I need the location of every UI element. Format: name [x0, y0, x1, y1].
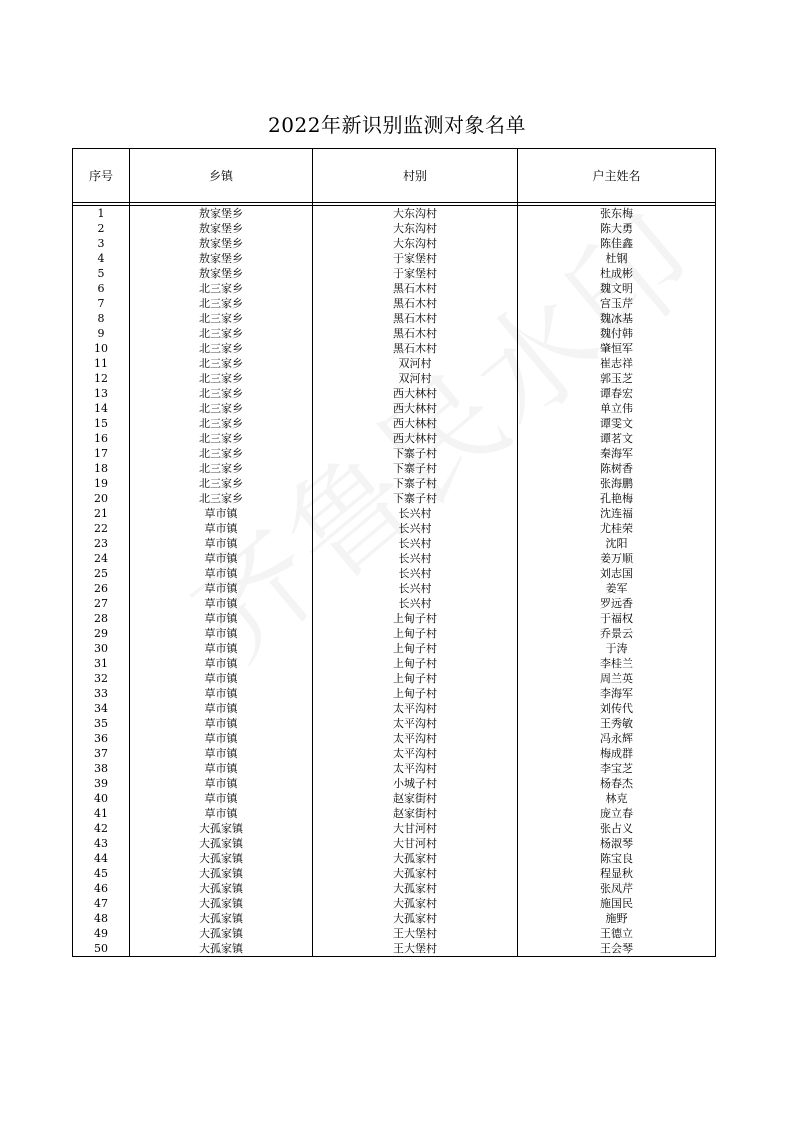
cell-serial: 38: [73, 761, 130, 776]
cell-village: 于家堡村: [313, 266, 518, 281]
table-row: [73, 926, 716, 941]
cell-serial: 39: [73, 776, 130, 791]
cell-serial: 41: [73, 806, 130, 821]
cell-serial: 34: [73, 701, 130, 716]
cell-serial: 33: [73, 686, 130, 701]
cell-village: 双河村: [313, 371, 518, 386]
table-row: [73, 326, 716, 341]
cell-village: 小城子村: [313, 776, 518, 791]
cell-village: 西大林村: [313, 416, 518, 431]
cell-serial: 27: [73, 596, 130, 611]
cell-village: 太平沟村: [313, 701, 518, 716]
cell-householder: 谭春宏: [518, 386, 716, 401]
cell-village: 长兴村: [313, 581, 518, 596]
cell-householder: 魏冰基: [518, 311, 716, 326]
table-body: [73, 206, 716, 957]
cell-serial: 30: [73, 641, 130, 656]
cell-township: 草市镇: [130, 701, 313, 716]
cell-village: 黑石木村: [313, 296, 518, 311]
table-row: [73, 431, 716, 446]
cell-serial: 23: [73, 536, 130, 551]
cell-serial: 16: [73, 431, 130, 446]
cell-serial: 22: [73, 521, 130, 536]
cell-village: 大孤家村: [313, 896, 518, 911]
cell-township: 草市镇: [130, 731, 313, 746]
table-row: [73, 581, 716, 596]
cell-village: 黑石木村: [313, 326, 518, 341]
table-row: [73, 701, 716, 716]
cell-township: 草市镇: [130, 791, 313, 806]
table-row: [73, 761, 716, 776]
cell-serial: 36: [73, 731, 130, 746]
cell-village: 上甸子村: [313, 656, 518, 671]
cell-village: 王大堡村: [313, 926, 518, 941]
cell-householder: 杜钢: [518, 251, 716, 266]
cell-householder: 谭茗文: [518, 431, 716, 446]
cell-village: 黑石木村: [313, 341, 518, 356]
cell-serial: 24: [73, 551, 130, 566]
cell-township: 北三家乡: [130, 386, 313, 401]
table-row: [73, 566, 716, 581]
table-row: [73, 386, 716, 401]
table-row: [73, 731, 716, 746]
cell-serial: 14: [73, 401, 130, 416]
cell-township: 大孤家镇: [130, 941, 313, 957]
table-row: [73, 461, 716, 476]
cell-village: 下寨子村: [313, 461, 518, 476]
cell-township: 草市镇: [130, 596, 313, 611]
cell-village: 太平沟村: [313, 731, 518, 746]
table-row: [73, 536, 716, 551]
cell-township: 北三家乡: [130, 491, 313, 506]
cell-village: 上甸子村: [313, 611, 518, 626]
cell-householder: 梅成群: [518, 746, 716, 761]
table-row: [73, 476, 716, 491]
cell-householder: 谭雯文: [518, 416, 716, 431]
table-row: [73, 401, 716, 416]
cell-serial: 46: [73, 881, 130, 896]
cell-township: 草市镇: [130, 581, 313, 596]
cell-village: 大孤家村: [313, 881, 518, 896]
table-row: [73, 521, 716, 536]
cell-township: 北三家乡: [130, 446, 313, 461]
cell-householder: 张东梅: [518, 206, 716, 222]
cell-householder: 宫玉芹: [518, 296, 716, 311]
cell-village: 赵家街村: [313, 791, 518, 806]
cell-householder: 施国民: [518, 896, 716, 911]
cell-serial: 8: [73, 311, 130, 326]
cell-householder: 王德立: [518, 926, 716, 941]
cell-village: 长兴村: [313, 536, 518, 551]
cell-village: 大甘河村: [313, 836, 518, 851]
cell-serial: 3: [73, 236, 130, 251]
cell-village: 下寨子村: [313, 446, 518, 461]
cell-township: 北三家乡: [130, 326, 313, 341]
column-header-village: 村别: [313, 149, 518, 203]
table-header-row: [73, 149, 716, 203]
cell-township: 北三家乡: [130, 281, 313, 296]
cell-village: 太平沟村: [313, 746, 518, 761]
cell-serial: 45: [73, 866, 130, 881]
cell-householder: 姜万顺: [518, 551, 716, 566]
cell-township: 大孤家镇: [130, 836, 313, 851]
cell-village: 太平沟村: [313, 761, 518, 776]
table-row: [73, 551, 716, 566]
cell-serial: 50: [73, 941, 130, 957]
cell-householder: 程显秋: [518, 866, 716, 881]
table-row: [73, 356, 716, 371]
table-row: [73, 236, 716, 251]
cell-township: 敖家堡乡: [130, 206, 313, 222]
cell-householder: 乔景云: [518, 626, 716, 641]
table-row: [73, 596, 716, 611]
cell-householder: 郭玉芝: [518, 371, 716, 386]
table-row: [73, 206, 716, 222]
cell-householder: 陈树香: [518, 461, 716, 476]
cell-village: 西大林村: [313, 401, 518, 416]
table-row: [73, 626, 716, 641]
cell-township: 大孤家镇: [130, 851, 313, 866]
cell-serial: 25: [73, 566, 130, 581]
cell-householder: 单立伟: [518, 401, 716, 416]
cell-householder: 陈宝良: [518, 851, 716, 866]
cell-householder: 于福权: [518, 611, 716, 626]
cell-village: 长兴村: [313, 521, 518, 536]
cell-householder: 魏文明: [518, 281, 716, 296]
cell-serial: 40: [73, 791, 130, 806]
cell-village: 西大林村: [313, 431, 518, 446]
cell-householder: 周兰英: [518, 671, 716, 686]
cell-township: 敖家堡乡: [130, 266, 313, 281]
cell-township: 大孤家镇: [130, 911, 313, 926]
cell-serial: 11: [73, 356, 130, 371]
table-row: [73, 776, 716, 791]
cell-serial: 9: [73, 326, 130, 341]
cell-village: 上甸子村: [313, 671, 518, 686]
cell-village: 下寨子村: [313, 476, 518, 491]
cell-serial: 15: [73, 416, 130, 431]
table-row: [73, 881, 716, 896]
table-row: [73, 506, 716, 521]
cell-householder: 杨春杰: [518, 776, 716, 791]
cell-householder: 魏付韩: [518, 326, 716, 341]
cell-householder: 张凤芹: [518, 881, 716, 896]
monitoring-roster-table: [72, 148, 716, 957]
cell-householder: 施野: [518, 911, 716, 926]
cell-serial: 6: [73, 281, 130, 296]
cell-township: 北三家乡: [130, 401, 313, 416]
cell-householder: 王秀敏: [518, 716, 716, 731]
cell-township: 北三家乡: [130, 371, 313, 386]
cell-village: 长兴村: [313, 596, 518, 611]
table-row: [73, 251, 716, 266]
cell-householder: 姜军: [518, 581, 716, 596]
cell-serial: 7: [73, 296, 130, 311]
cell-village: 西大林村: [313, 386, 518, 401]
cell-serial: 10: [73, 341, 130, 356]
cell-serial: 32: [73, 671, 130, 686]
cell-township: 北三家乡: [130, 431, 313, 446]
cell-village: 大甘河村: [313, 821, 518, 836]
cell-serial: 28: [73, 611, 130, 626]
table-row: [73, 686, 716, 701]
cell-householder: 秦海军: [518, 446, 716, 461]
cell-township: 敖家堡乡: [130, 236, 313, 251]
column-header-serial: 序号: [73, 149, 130, 203]
cell-township: 草市镇: [130, 641, 313, 656]
cell-township: 大孤家镇: [130, 866, 313, 881]
cell-householder: 刘传代: [518, 701, 716, 716]
cell-township: 大孤家镇: [130, 896, 313, 911]
cell-serial: 21: [73, 506, 130, 521]
table-row: [73, 821, 716, 836]
cell-serial: 18: [73, 461, 130, 476]
cell-village: 上甸子村: [313, 626, 518, 641]
cell-serial: 13: [73, 386, 130, 401]
table-row: [73, 296, 716, 311]
page-title: 2022年新识别监测对象名单: [268, 113, 526, 137]
table-row: [73, 671, 716, 686]
table-row: [73, 341, 716, 356]
table-row: [73, 281, 716, 296]
cell-serial: 12: [73, 371, 130, 386]
column-header-householder: 户主姓名: [518, 149, 716, 203]
table-row: [73, 896, 716, 911]
cell-village: 太平沟村: [313, 716, 518, 731]
cell-village: 黑石木村: [313, 281, 518, 296]
cell-householder: 林克: [518, 791, 716, 806]
cell-township: 草市镇: [130, 626, 313, 641]
table-row: [73, 746, 716, 761]
cell-township: 北三家乡: [130, 461, 313, 476]
cell-serial: 47: [73, 896, 130, 911]
cell-serial: 26: [73, 581, 130, 596]
cell-householder: 李桂兰: [518, 656, 716, 671]
table-row: [73, 806, 716, 821]
cell-serial: 48: [73, 911, 130, 926]
cell-township: 敖家堡乡: [130, 251, 313, 266]
cell-householder: 刘志国: [518, 566, 716, 581]
table-row: [73, 371, 716, 386]
cell-township: 草市镇: [130, 521, 313, 536]
cell-village: 大东沟村: [313, 221, 518, 236]
cell-township: 草市镇: [130, 686, 313, 701]
cell-householder: 冯永辉: [518, 731, 716, 746]
cell-village: 大东沟村: [313, 206, 518, 222]
cell-village: 长兴村: [313, 506, 518, 521]
table-row: [73, 911, 716, 926]
cell-householder: 张海鹏: [518, 476, 716, 491]
table-row: [73, 416, 716, 431]
cell-township: 大孤家镇: [130, 821, 313, 836]
table-row: [73, 836, 716, 851]
table-row: [73, 641, 716, 656]
cell-serial: 20: [73, 491, 130, 506]
cell-serial: 43: [73, 836, 130, 851]
cell-township: 大孤家镇: [130, 881, 313, 896]
cell-serial: 29: [73, 626, 130, 641]
cell-village: 赵家街村: [313, 806, 518, 821]
cell-householder: 于涛: [518, 641, 716, 656]
table-row: [73, 266, 716, 281]
cell-village: 上甸子村: [313, 686, 518, 701]
table-row: [73, 656, 716, 671]
cell-serial: 42: [73, 821, 130, 836]
cell-township: 草市镇: [130, 671, 313, 686]
cell-householder: 陈佳鑫: [518, 236, 716, 251]
cell-township: 北三家乡: [130, 311, 313, 326]
cell-township: 草市镇: [130, 536, 313, 551]
cell-village: 王大堡村: [313, 941, 518, 957]
cell-serial: 35: [73, 716, 130, 731]
table-row: [73, 791, 716, 806]
cell-serial: 49: [73, 926, 130, 941]
cell-householder: 李宝芝: [518, 761, 716, 776]
cell-township: 草市镇: [130, 611, 313, 626]
cell-householder: 张占义: [518, 821, 716, 836]
cell-village: 大东沟村: [313, 236, 518, 251]
table-row: [73, 311, 716, 326]
cell-serial: 17: [73, 446, 130, 461]
cell-village: 长兴村: [313, 566, 518, 581]
cell-householder: 李海军: [518, 686, 716, 701]
cell-householder: 罗远香: [518, 596, 716, 611]
cell-village: 下寨子村: [313, 491, 518, 506]
cell-township: 北三家乡: [130, 356, 313, 371]
table-row: [73, 221, 716, 236]
table-row: [73, 716, 716, 731]
cell-township: 北三家乡: [130, 416, 313, 431]
cell-householder: 尤桂荣: [518, 521, 716, 536]
cell-village: 双河村: [313, 356, 518, 371]
cell-householder: 王会琴: [518, 941, 716, 957]
cell-householder: 杜成彬: [518, 266, 716, 281]
cell-village: 于家堡村: [313, 251, 518, 266]
cell-householder: 杨淑琴: [518, 836, 716, 851]
cell-township: 草市镇: [130, 506, 313, 521]
cell-village: 大孤家村: [313, 851, 518, 866]
table-row: [73, 851, 716, 866]
cell-householder: 孔艳梅: [518, 491, 716, 506]
cell-township: 草市镇: [130, 746, 313, 761]
cell-township: 大孤家镇: [130, 926, 313, 941]
cell-householder: 陈大勇: [518, 221, 716, 236]
cell-township: 北三家乡: [130, 296, 313, 311]
cell-village: 大孤家村: [313, 911, 518, 926]
table-row: [73, 866, 716, 881]
cell-serial: 4: [73, 251, 130, 266]
cell-township: 敖家堡乡: [130, 221, 313, 236]
cell-township: 草市镇: [130, 656, 313, 671]
cell-township: 草市镇: [130, 551, 313, 566]
cell-householder: 沈连福: [518, 506, 716, 521]
cell-householder: 肇恒军: [518, 341, 716, 356]
cell-township: 草市镇: [130, 566, 313, 581]
cell-householder: 沈阳: [518, 536, 716, 551]
cell-serial: 19: [73, 476, 130, 491]
cell-township: 北三家乡: [130, 341, 313, 356]
cell-village: 黑石木村: [313, 311, 518, 326]
cell-township: 草市镇: [130, 761, 313, 776]
table-row: [73, 446, 716, 461]
cell-township: 草市镇: [130, 806, 313, 821]
cell-village: 上甸子村: [313, 641, 518, 656]
cell-serial: 2: [73, 221, 130, 236]
cell-serial: 1: [73, 206, 130, 222]
table-row: [73, 491, 716, 506]
cell-serial: 37: [73, 746, 130, 761]
cell-serial: 44: [73, 851, 130, 866]
cell-township: 北三家乡: [130, 476, 313, 491]
column-header-township: 乡镇: [130, 149, 313, 203]
cell-village: 长兴村: [313, 551, 518, 566]
cell-householder: 崔志祥: [518, 356, 716, 371]
cell-householder: 庞立春: [518, 806, 716, 821]
cell-township: 草市镇: [130, 776, 313, 791]
cell-township: 草市镇: [130, 716, 313, 731]
table-row: [73, 941, 716, 957]
cell-serial: 5: [73, 266, 130, 281]
table-row: [73, 611, 716, 626]
cell-serial: 31: [73, 656, 130, 671]
cell-village: 大孤家村: [313, 866, 518, 881]
